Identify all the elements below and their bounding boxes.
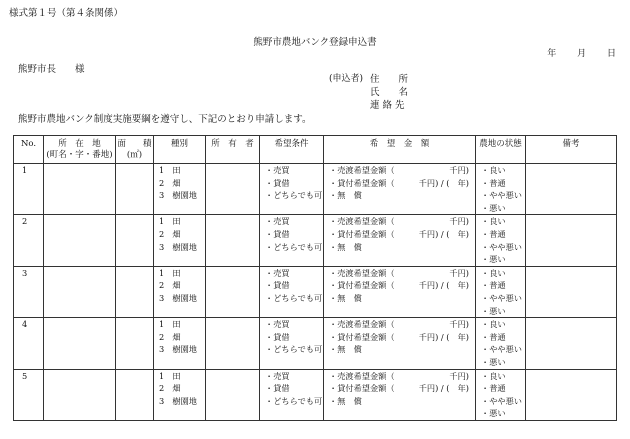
price-option[interactable]: [329, 228, 475, 241]
farmland-state-cell[interactable]: [476, 215, 526, 266]
location-cell[interactable]: [44, 318, 116, 369]
state-option[interactable]: ・良い: [481, 370, 506, 381]
addressee: 熊野市長 様: [18, 64, 85, 75]
condition-option[interactable]: ・どちらでも可: [265, 190, 323, 201]
price-option-label: ・貸付希望金額（: [329, 228, 395, 239]
state-option[interactable]: ・悪い: [481, 202, 506, 213]
price-option-unit: 千円) / ( 年): [418, 228, 469, 239]
applicant-address-label: 住 所: [370, 74, 409, 85]
condition-option[interactable]: ・貸借: [265, 331, 290, 342]
price-option[interactable]: [329, 279, 475, 292]
category-option[interactable]: 3 樹園地: [159, 395, 197, 406]
row-number: 4: [14, 318, 44, 369]
price-option-label: ・無 償: [329, 292, 362, 303]
price-option-label: ・売渡希望金額（: [329, 267, 395, 278]
price-option-unit: 千円): [449, 370, 469, 381]
category-option[interactable]: 3 樹園地: [159, 292, 197, 303]
condition-option[interactable]: ・どちらでも可: [265, 292, 323, 303]
state-option[interactable]: ・やや悪い: [481, 241, 522, 252]
intro-text: 熊野市農地バンク制度実施要綱を遵守し、下記のとおり申請します。: [18, 114, 312, 125]
header-area: [116, 136, 154, 164]
price-option[interactable]: [329, 292, 475, 305]
state-option[interactable]: ・やや悪い: [481, 395, 522, 406]
price-option-label: ・売渡希望金額（: [329, 370, 395, 381]
area-cell[interactable]: [116, 215, 154, 266]
form-number: 様式第１号（第４条関係）: [9, 8, 124, 19]
location-cell[interactable]: [44, 215, 116, 266]
state-option[interactable]: ・やや悪い: [481, 344, 522, 355]
price-option-label: ・売渡希望金額（: [329, 216, 395, 227]
farmland-state-cell[interactable]: [476, 318, 526, 369]
category-cell[interactable]: [154, 318, 206, 369]
category-option[interactable]: 1 田: [159, 216, 181, 227]
price-option-label: ・売渡希望金額（: [329, 319, 395, 330]
state-option[interactable]: ・やや悪い: [481, 292, 522, 303]
price-option-label: ・売渡希望金額（: [329, 165, 395, 175]
state-option[interactable]: ・普通: [481, 331, 506, 342]
price-option[interactable]: [329, 189, 475, 202]
remarks-cell[interactable]: [526, 369, 617, 420]
applicant-role: (申込者): [329, 74, 364, 84]
table-body: [14, 164, 617, 421]
price-option-unit: 千円) / ( 年): [418, 280, 469, 291]
header-location-sub: (町名・字・番地): [46, 150, 113, 160]
header-conditions: 希望条件: [260, 136, 324, 164]
price-option[interactable]: [329, 241, 475, 254]
location-cell[interactable]: [44, 266, 116, 317]
price-cell[interactable]: [324, 164, 476, 215]
state-option[interactable]: ・悪い: [481, 305, 506, 316]
farmland-state-cell[interactable]: [476, 164, 526, 215]
state-option[interactable]: ・良い: [481, 319, 506, 330]
owner-cell[interactable]: [206, 266, 260, 317]
area-cell[interactable]: [116, 164, 154, 215]
condition-option[interactable]: ・売買: [265, 216, 290, 227]
condition-option[interactable]: ・売買: [265, 165, 290, 175]
conditions-cell[interactable]: [260, 318, 324, 369]
owner-cell[interactable]: [206, 369, 260, 420]
farmland-state-cell[interactable]: [476, 266, 526, 317]
price-option[interactable]: [329, 318, 475, 331]
price-option[interactable]: [329, 382, 475, 395]
price-option-label: ・無 償: [329, 344, 362, 355]
category-option[interactable]: 2 畑: [159, 383, 181, 394]
category-option[interactable]: 3 樹園地: [159, 190, 197, 201]
header-category: 種別: [154, 136, 206, 164]
category-option[interactable]: 1 田: [159, 267, 181, 278]
date-day-label: 日: [606, 49, 616, 59]
date-year-label: 年: [547, 49, 557, 59]
conditions-cell[interactable]: [260, 164, 324, 215]
price-option[interactable]: [329, 395, 475, 408]
category-cell[interactable]: [154, 215, 206, 266]
application-table: [13, 135, 617, 421]
state-option[interactable]: ・悪い: [481, 356, 506, 367]
row-number: 3: [14, 266, 44, 317]
category-option[interactable]: 3 樹園地: [159, 344, 197, 355]
row-number: 2: [14, 215, 44, 266]
price-option[interactable]: [329, 177, 475, 190]
owner-cell[interactable]: [206, 215, 260, 266]
date-month-label: 月: [577, 49, 587, 59]
remarks-cell[interactable]: [526, 266, 617, 317]
category-option[interactable]: 1 田: [159, 165, 181, 175]
location-cell[interactable]: [44, 369, 116, 420]
price-option-unit: 千円): [449, 267, 469, 278]
state-option[interactable]: ・やや悪い: [481, 190, 522, 201]
price-option-label: ・貸付希望金額（: [329, 177, 395, 188]
category-cell[interactable]: [154, 266, 206, 317]
category-option[interactable]: 2 畑: [159, 228, 181, 239]
header-no: No.: [14, 136, 44, 164]
condition-option[interactable]: ・貸借: [265, 228, 290, 239]
header-location-main: 所 在 地: [58, 139, 101, 149]
conditions-cell[interactable]: [260, 215, 324, 266]
table-row: [14, 318, 617, 369]
condition-option[interactable]: ・どちらでも可: [265, 395, 323, 406]
category-option[interactable]: 2 畑: [159, 177, 181, 188]
area-cell[interactable]: [116, 318, 154, 369]
category-cell[interactable]: [154, 164, 206, 215]
condition-option[interactable]: ・売買: [265, 370, 290, 381]
state-option[interactable]: ・悪い: [481, 408, 506, 419]
document-title: 熊野市農地バンク登録申込書: [253, 37, 377, 48]
category-option[interactable]: 1 田: [159, 370, 181, 381]
condition-option[interactable]: ・貸借: [265, 383, 290, 394]
price-cell[interactable]: [324, 266, 476, 317]
header-owner: 所 有 者: [206, 136, 260, 164]
price-option-unit: 千円) / ( 年): [418, 331, 469, 342]
remarks-cell[interactable]: [526, 215, 617, 266]
table-row: [14, 164, 617, 215]
header-area-unit: (㎡): [126, 150, 143, 160]
price-option[interactable]: [329, 370, 475, 383]
price-option-label: ・貸付希望金額（: [329, 280, 395, 291]
table-header-row: [14, 136, 617, 164]
category-cell[interactable]: [154, 369, 206, 420]
header-price: 希 望 金 額: [324, 136, 476, 164]
price-option[interactable]: [329, 331, 475, 344]
area-cell[interactable]: [116, 266, 154, 317]
conditions-cell[interactable]: [260, 369, 324, 420]
condition-option[interactable]: ・売買: [265, 267, 290, 278]
price-option-unit: 千円): [449, 165, 469, 175]
table-row: [14, 215, 617, 266]
price-option-unit: 千円) / ( 年): [418, 383, 469, 394]
condition-option[interactable]: ・貸借: [265, 280, 290, 291]
price-cell[interactable]: [324, 369, 476, 420]
owner-cell[interactable]: [206, 318, 260, 369]
price-option[interactable]: [329, 215, 475, 228]
price-option-label: ・無 償: [329, 190, 362, 201]
condition-option[interactable]: ・売買: [265, 319, 290, 330]
price-option-label: ・貸付希望金額（: [329, 383, 395, 394]
condition-option[interactable]: ・貸借: [265, 177, 290, 188]
category-option[interactable]: 3 樹園地: [159, 241, 197, 252]
category-option[interactable]: 2 畑: [159, 280, 181, 291]
state-option[interactable]: ・普通: [481, 177, 506, 188]
state-option[interactable]: ・普通: [481, 228, 506, 239]
conditions-cell[interactable]: [260, 266, 324, 317]
price-cell[interactable]: [324, 215, 476, 266]
state-option[interactable]: ・普通: [481, 383, 506, 394]
header-farmland-state: 農地の状態: [476, 136, 526, 164]
state-option[interactable]: ・良い: [481, 267, 506, 278]
applicant-contact-label: 連 絡 先: [370, 100, 405, 111]
price-option-label: ・無 償: [329, 241, 362, 252]
row-number: 1: [14, 164, 44, 215]
state-option[interactable]: ・良い: [481, 165, 506, 175]
state-option[interactable]: ・良い: [481, 216, 506, 227]
state-option[interactable]: ・悪い: [481, 254, 506, 265]
category-option[interactable]: 2 畑: [159, 331, 181, 342]
header-location: [44, 136, 116, 164]
price-option[interactable]: [329, 164, 475, 177]
price-option[interactable]: [329, 343, 475, 356]
table-row: [14, 369, 617, 420]
remarks-cell[interactable]: [526, 318, 617, 369]
condition-option[interactable]: ・どちらでも可: [265, 344, 323, 355]
state-option[interactable]: ・普通: [481, 280, 506, 291]
row-number: 5: [14, 369, 44, 420]
price-option-unit: 千円) / ( 年): [418, 177, 469, 188]
price-option-unit: 千円): [449, 319, 469, 330]
owner-cell[interactable]: [206, 164, 260, 215]
price-option-unit: 千円): [449, 216, 469, 227]
price-option[interactable]: [329, 267, 475, 280]
area-cell[interactable]: [116, 369, 154, 420]
condition-option[interactable]: ・どちらでも可: [265, 241, 323, 252]
price-option-label: ・貸付希望金額（: [329, 331, 395, 342]
category-option[interactable]: 1 田: [159, 319, 181, 330]
applicant-name-label: 氏 名: [370, 87, 409, 98]
location-cell[interactable]: [44, 164, 116, 215]
header-area-main: 面 積: [117, 139, 152, 149]
header-remarks: 備考: [526, 136, 617, 164]
date-line: [547, 46, 616, 59]
price-cell[interactable]: [324, 318, 476, 369]
table-row: [14, 266, 617, 317]
remarks-cell[interactable]: [526, 164, 617, 215]
price-option-label: ・無 償: [329, 395, 362, 406]
farmland-state-cell[interactable]: [476, 369, 526, 420]
